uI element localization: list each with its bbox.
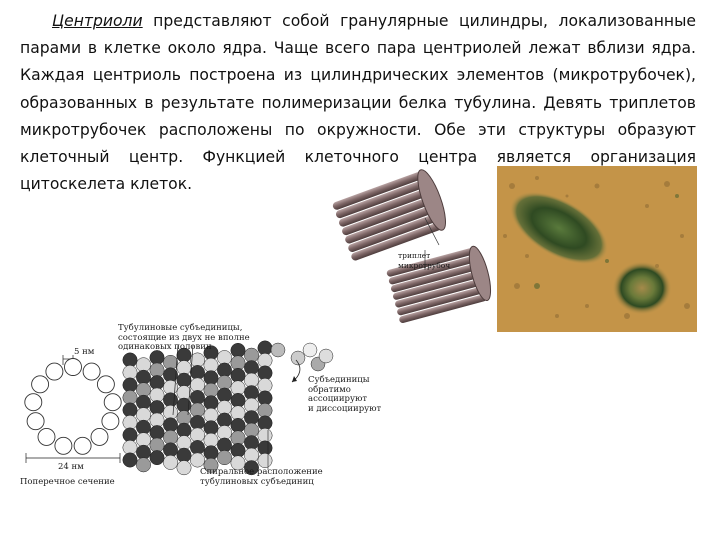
paragraph-body: представляют собой гранулярные цилиндры, локализованные парами в клетке около ядра. Чаще всего пара центриолей лежат вблизи ядра. Каждая центриоль построена из цилиндрических элементов (микротрубочек), образованных в результате полимеризации белка тубулина. Девять триплетов микротрубочек расположены по окружности. Обе эти структуры образуют клеточный центр. Функцией клеточного центра является организация цитоскелета клеток. [20,12,696,194]
tubule-subunit [177,448,191,462]
tubule-subunit [136,370,150,384]
tubule-subunit [217,413,231,427]
label-cross-section: Поперечное сечение [20,477,115,487]
tubule-subunit [258,441,272,455]
tubule-subunit [150,363,164,377]
ring-subunit [65,359,82,376]
tubule-subunit [150,413,164,427]
tubule-subunit [136,433,150,447]
tubule-subunit [190,415,204,429]
ring-subunit [32,376,49,393]
tubule-subunit [258,353,272,367]
tubule-subunit [204,408,218,422]
tubule-subunit [163,405,177,419]
free-subunit [319,349,333,363]
tubule-subunit [123,415,137,429]
label-tubulin-subunits: Тубулиновые субъединицы, состоящие из двух не вполне одинаковых половин [118,323,250,352]
tubule-subunit [190,403,204,417]
tubule-subunit [123,390,137,404]
tubule-subunit [123,428,137,442]
label-5nm: 5 нм [74,347,95,357]
tubule-subunit [136,358,150,372]
tubule-subunit [204,421,218,435]
tubule-subunit [190,453,204,467]
tubule-subunit [258,366,272,380]
tubule-subunit [163,455,177,469]
tubule-subunit [231,381,245,395]
term-centrioles: Центриоли [52,12,143,30]
tubule-subunit [217,400,231,414]
tubule-subunit [231,356,245,370]
ring-subunit [38,428,55,445]
tubule-subunit [150,388,164,402]
tubule-subunit [190,440,204,454]
free-subunit [271,343,285,357]
tubule-subunit [177,436,191,450]
tubule-subunit [204,383,218,397]
tubule-subunit [190,378,204,392]
tubule-subunit [258,391,272,405]
tubule-subunit [231,443,245,457]
tubule-subunit [244,386,258,400]
tubule-subunit [150,438,164,452]
tubule-subunit [258,453,272,467]
tubule-subunit [123,453,137,467]
tubule-subunit [136,383,150,397]
ring-subunit [74,437,91,454]
label-24nm: 24 нм [58,462,84,472]
tubule-subunit [177,373,191,387]
tubule-subunit [258,403,272,417]
tubule-subunit [244,411,258,425]
microtubule-diagram [118,320,403,495]
tubule-subunit [244,436,258,450]
ring-subunit [97,376,114,393]
ring-subunit [46,363,63,380]
ring-subunit [55,437,72,454]
tubule-subunit [244,398,258,412]
tubule-subunit [163,355,177,369]
tubule-subunit [150,350,164,364]
tubule-subunit [204,371,218,385]
tubule-subunit [177,461,191,475]
tubule-subunit [123,353,137,367]
triplet-label: триплет микротрубоч [398,251,451,270]
tubule-subunit [231,431,245,445]
tubule-subunit [204,446,218,460]
ring-subunit [102,413,119,430]
tubule-subunit [123,365,137,379]
tubule-subunit [177,411,191,425]
tubule-subunit [163,393,177,407]
tubule-subunit [258,416,272,430]
tubule-subunit [217,350,231,364]
label-spiral: Спиральное расположение тубулиновых субъединиц [200,467,323,487]
tubule-subunit [231,418,245,432]
tubule-subunit [123,378,137,392]
cross-section-diagram [18,345,128,490]
tubule-subunit [190,428,204,442]
tubule-subunit [231,368,245,382]
tubule-subunit [217,375,231,389]
tubule-subunit [177,423,191,437]
tubule-subunit [244,448,258,462]
tubule-subunit [244,423,258,437]
tubule-subunit [204,433,218,447]
tubule-subunit [163,418,177,432]
tubule-subunit [231,393,245,407]
tubule-subunit [190,365,204,379]
tubule-subunit [163,443,177,457]
tubule-subunit [258,428,272,442]
ring-subunit [91,428,108,445]
tubule-subunit [136,458,150,472]
tubule-subunit [244,361,258,375]
tubule-subunit [258,378,272,392]
tubule-subunit [244,373,258,387]
tubule-subunit [163,430,177,444]
tubule-subunit [136,408,150,422]
centriole-pair-illustration [325,160,500,335]
ring-subunit [25,394,42,411]
tubule-subunit [217,388,231,402]
tubule-subunit [258,341,272,355]
tubule-subunit [150,400,164,414]
tubule-subunit [136,395,150,409]
tubule-subunit [217,363,231,377]
tubule-subunit [217,438,231,452]
tubule-subunit [136,420,150,434]
tubule-subunit [204,396,218,410]
tubule-subunit [217,450,231,464]
label-reversible: Субъединицы обратимо ассоциируют и диссоциируют [308,375,382,414]
tubule-subunit [150,450,164,464]
tubule-subunit [190,390,204,404]
tubule-subunit [123,440,137,454]
tubule-subunit [136,445,150,459]
centriole-micrograph [497,166,697,332]
ring-subunit [83,363,100,380]
tubule-subunit [177,361,191,375]
tubule-subunit [231,406,245,420]
tubule-subunit [204,358,218,372]
tubule-subunit [123,403,137,417]
tubule-subunit [150,425,164,439]
tubule-subunit [217,425,231,439]
tubule-subunit [150,375,164,389]
free-subunit [303,343,317,357]
ring-subunit [27,413,44,430]
